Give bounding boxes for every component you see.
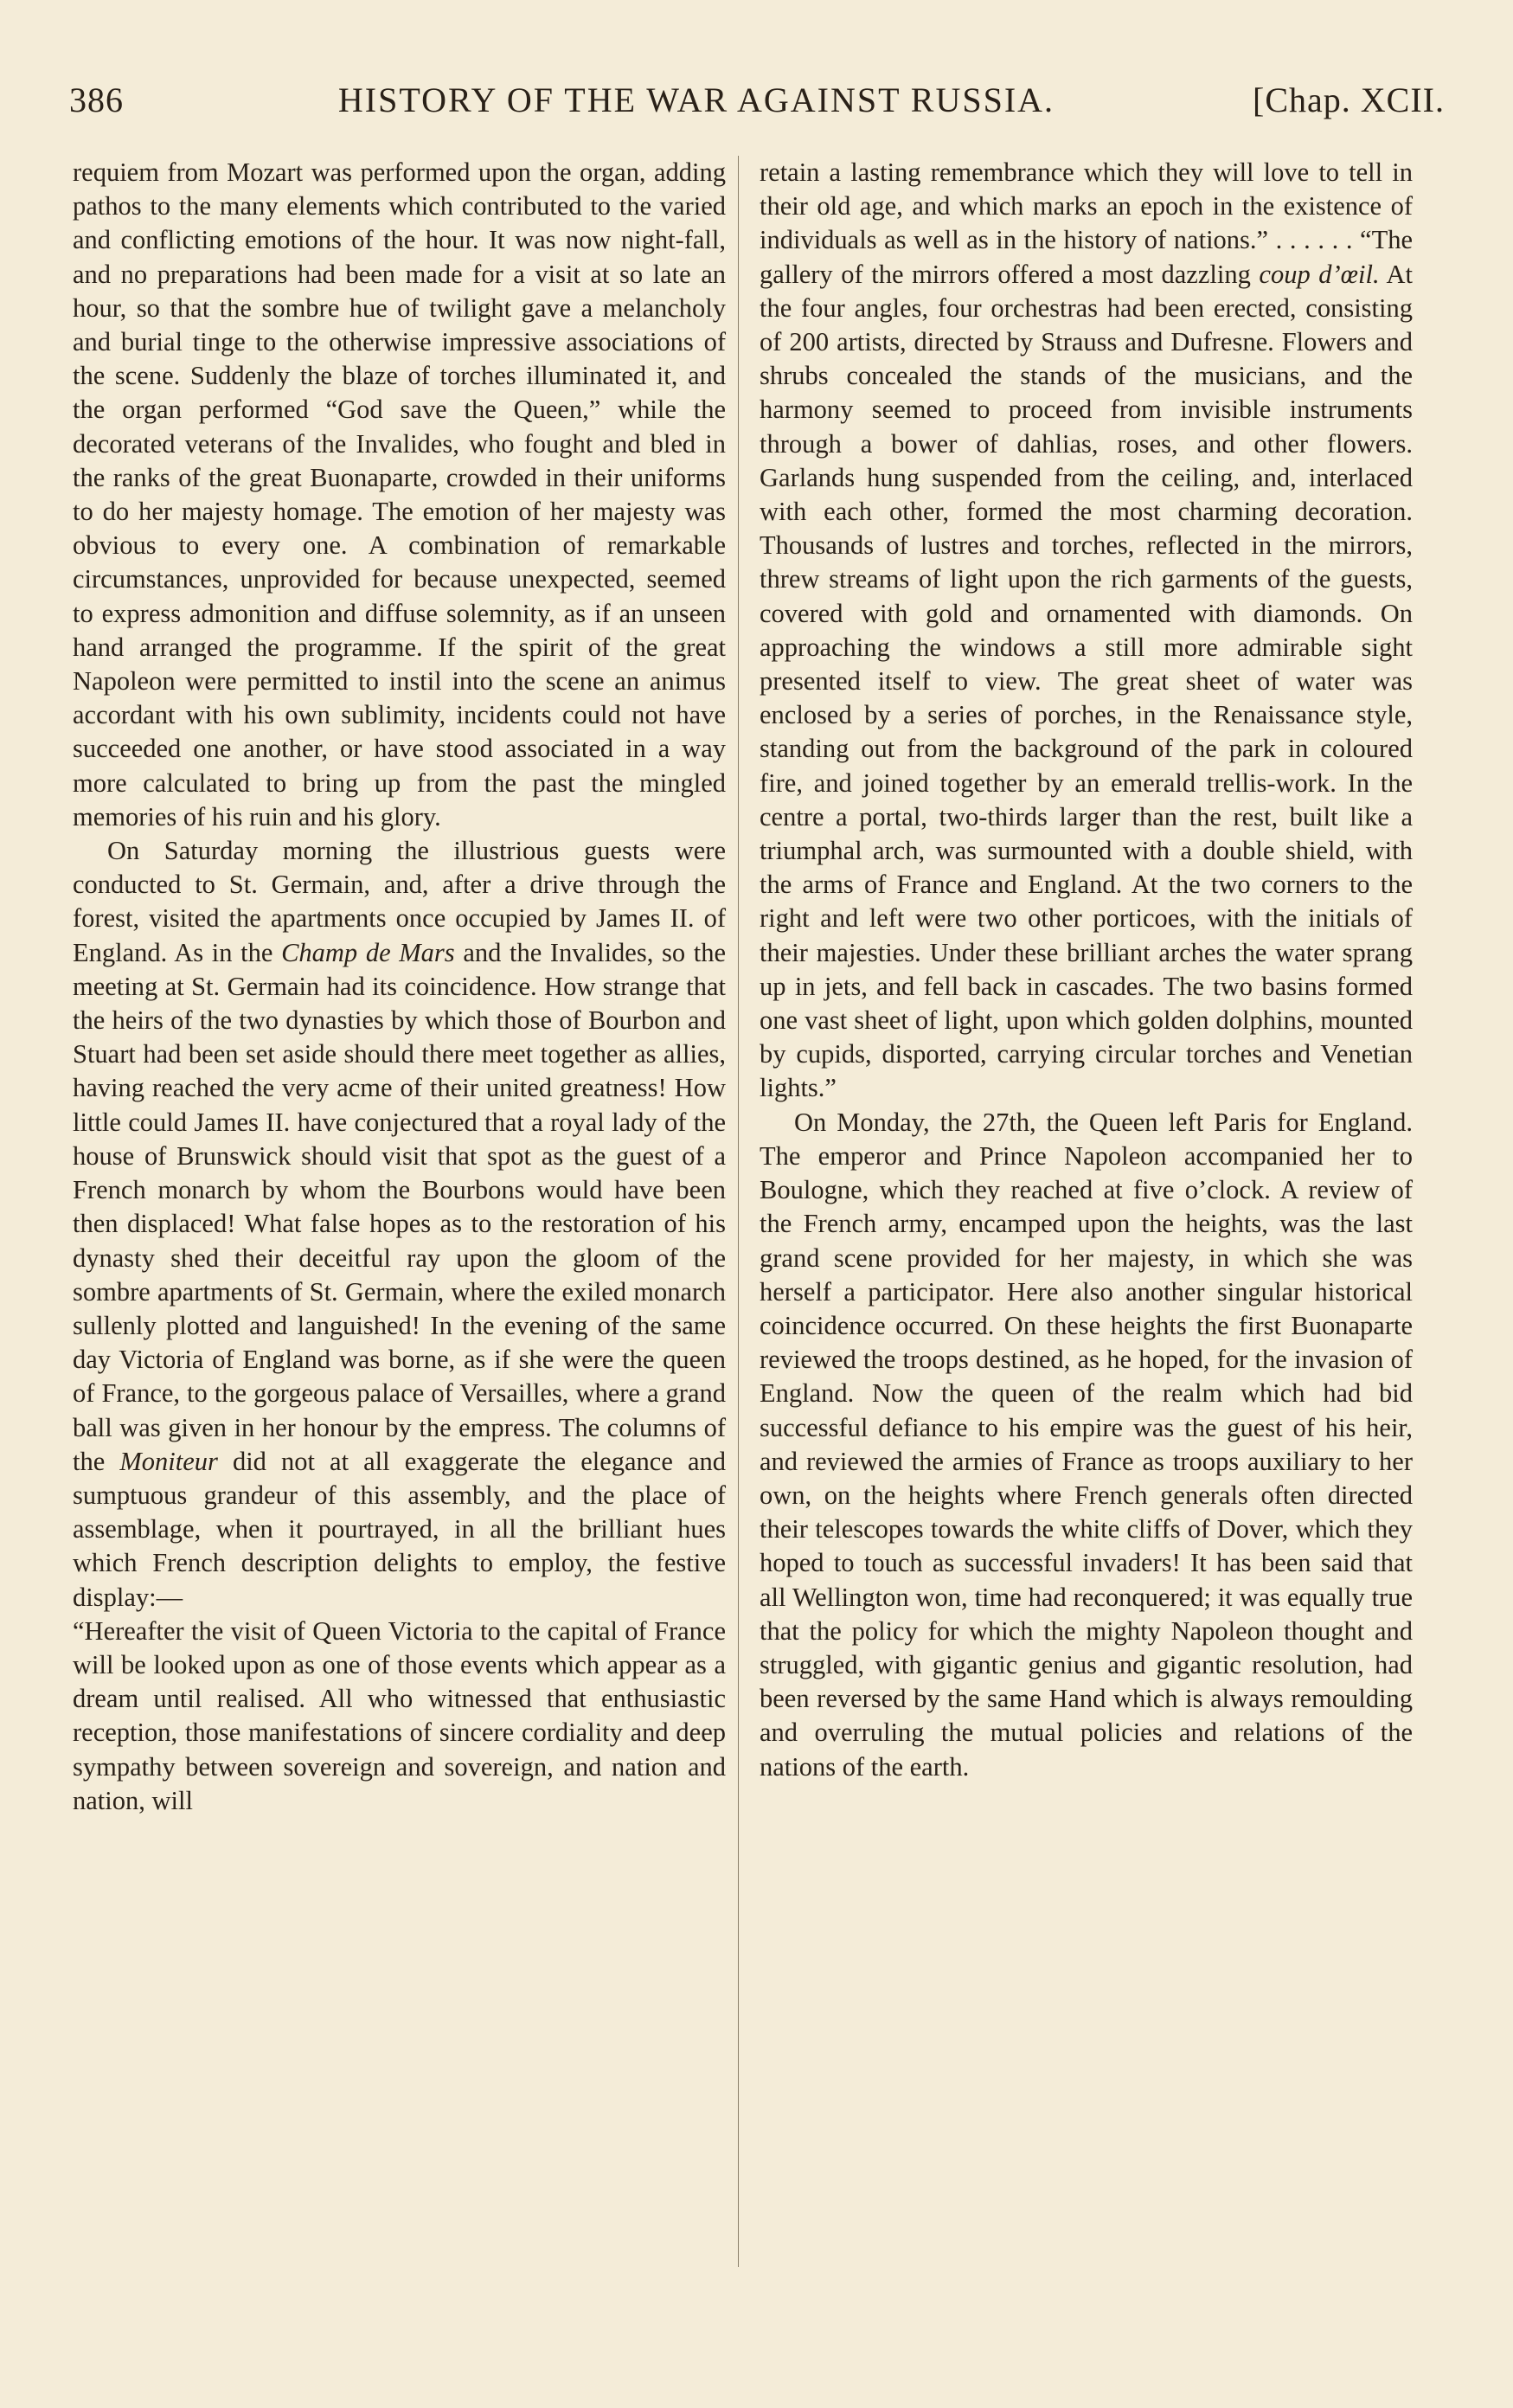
text-run: did not at all exaggerate the elegance and sumptuous grandeur of this assembly, and the place of assemblage, when it pourtrayed, in all the brilliant hues which French description delights to employ, the festive display:—: [73, 1446, 726, 1612]
page-number: 386: [69, 80, 124, 119]
column-divider: [738, 156, 739, 2267]
text-run: and the Invalides, so the meeting at St. Germain had its coincidence. How strange that the heirs of the two dynasties by which those of Bourbon and Stuart had been set aside should there meet together as allies, having reached the very acme of their united greatness! How little could James II. have conjectured that a royal lady of the house of Brunswick should visit that spot as the guest of a French monarch by whom the Bourbons would have been then displaced! What false hopes as to the restoration of his dynasty shed their deceitful ray upon the gloom of the sombre apartments of St. Germain, where the exiled monarch sullenly plotted and languished! In the evening of the same day Victoria of England was borne, as if she were the queen of France, to the gorgeous palace of Versailles, where a grand ball was given in her honour by the empress. The columns of the: [73, 937, 727, 1476]
italic-text: Moniteur: [119, 1446, 218, 1476]
text-run: On Saturday morning the illustrious guests were conducted to St. Germain, and, after a drive through the forest, visited the apartments once occupied by James II. of England. As in the: [73, 836, 726, 967]
paragraph: [73, 834, 726, 1615]
paragraph: [760, 156, 1413, 1106]
text-run: retain a lasting remembrance which they will love to tell in their old age, and which marks an epoch in the existence of individuals as well as in the history of nations.” . . . . . . “The gallery of the mirrors offered a most dazzling: [760, 157, 1413, 289]
paragraph: “Hereafter the visit of Queen Victoria to the capital of France will be looked upon as one of those events which appear as a dream until realised. All who witnessed that enthusiastic reception, those manifestations of sincere cordiality and deep sympathy between sovereign and sovereign, and nation and nation, will: [73, 1615, 726, 1815]
running-title: HISTORY OF THE WAR AGAINST RUSSIA.: [337, 80, 1055, 119]
text-run: At the four angles, four orchestras had been erected, consisting of 200 artists, directed by Strauss and Dufresne. Flowers and shrubs concealed the stands of the musicians, and the harmony seemed to proceed from invisible instruments through a bower of dahlias, roses, and other flowers. Garlands hung suspended from the ceiling, and, interlaced with each other, formed the most charming decoration. Thousands of lustres and torches, reflected in the mirrors, threw streams of light upon the rich garments of the guests, covered with gold and ornamented with diamonds. On approaching the windows a still more admirable sight presented itself to view. The great sheet of water was enclosed by a series of porches, in the Renaissance style, standing out from the background of the park in coloured fire, and joined together by an emerald trellis-work. In the centre a portal, two-thirds larger than the rest, built like a triumphal arch, was surmounted with a double shield, with the arms of France and England. At the two corners to the right and left were two other porticoes, with the initials of their majesties. Under these brilliant arches the water sprang up in jets, and fell back in cascades. The two basins formed one vast sheet of light, upon which golden dolphins, mounted by cupids, disported, carrying circular torches and Venetian lights.”: [760, 259, 1413, 1103]
page-header: [69, 80, 1445, 132]
chapter-label: [Chap. XCII.: [1253, 80, 1445, 119]
right-column: [760, 156, 1413, 1784]
italic-text: coup d’œil.: [1259, 259, 1380, 289]
paragraph: requiem from Mozart was performed upon the organ, adding pathos to the many elements which contributed to the varied and conflicting emotions of the hour. It was now night-fall, and no preparations had been made for a visit at so late an hour, so that the sombre hue of twilight gave a melancholy and burial tinge to the otherwise impressive associations of the scene. Suddenly the blaze of torches illuminated it, and the organ performed “God save the Queen,” while the decorated veterans of the Invalides, who fought and bled in the ranks of the great Buonaparte, crowded in their uniforms to do her majesty homage. The emotion of her majesty was obvious to every one. A combination of remarkable circumstances, unprovided for because unexpected, seemed to express admonition and diffuse solemnity, as if an unseen hand arranged the programme. If the spirit of the great Napoleon were permitted to instil into the scene an animus accordant with his own sublimity, incidents could not have succeeded one another, or have stood associated in a way more calculated to bring up from the past the mingled memories of his ruin and his glory.: [73, 157, 726, 832]
paragraph: On Monday, the 27th, the Queen left Paris for England. The emperor and Prince Napoleon accompanied her to Boulogne, which they reached at five o’clock. A review of the French army, encamped upon the heights, was the last grand scene provided for her majesty, in which she was herself a participator. Here also another singular historical coincidence occurred. On these heights the first Buonaparte reviewed the troops destined, as he hoped, for the invasion of England. Now the queen of the realm which had bid successful defiance to his empire was the guest of his heir, and reviewed the armies of France as troops auxiliary to her own, on the heights where French generals often directed their telescopes towards the white cliffs of Dover, which they hoped to touch as successful invaders! It has been said that all Wellington won, time had reconquered; it was equally true that the policy for which the mighty Napoleon thought and struggled, with gigantic genius and gigantic resolution, had been reversed by the same Hand which is always remoulding and overruling the mutual policies and relations of the nations of the earth.: [760, 1107, 1413, 1782]
italic-text: Champ de Mars: [281, 937, 455, 967]
left-column: [73, 156, 726, 1818]
